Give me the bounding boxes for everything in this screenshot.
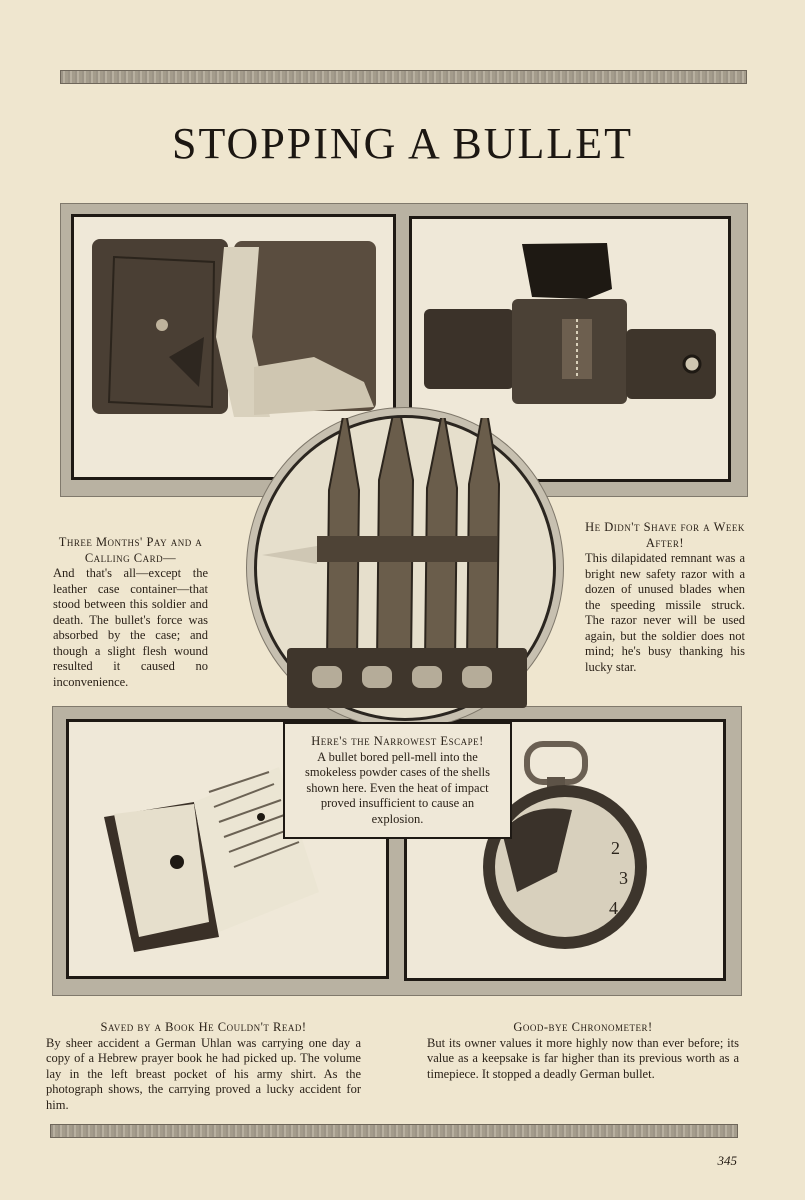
svg-text:2: 2 bbox=[611, 838, 620, 858]
caption-pay bbox=[53, 535, 208, 690]
caption-book-body: By sheer accident a German Uhlan was carrying one day a copy of a Hebrew prayer book he had picked up. The volume lay in the left breast pocket of his army shirt. As the photograph shows, the carrying proved a lucky accident for him. bbox=[46, 1035, 361, 1112]
caption-book-heading: Saved by a Book He Couldn't Read! bbox=[100, 1020, 307, 1034]
rifle-shells-photo bbox=[257, 418, 553, 718]
top-rule bbox=[60, 70, 747, 84]
caption-shave bbox=[585, 520, 745, 675]
caption-shave-body: This dilapidated remnant was a bright new safety razor with a dozen of unused blades when the speeding missile struck. The razor never will be used again, but the soldier does not mind; he's busy thanking his lucky star. bbox=[585, 551, 745, 674]
caption-book bbox=[46, 1020, 361, 1113]
shells-circle bbox=[254, 415, 556, 721]
caption-watch-body: But its owner values it more highly now than ever before; its value as a keepsake is far higher than its previous worth as a timepiece. It stopped a deadly German bullet. bbox=[427, 1035, 739, 1081]
caption-pay-body: And that's all—except the leather case container—that stood between this soldier and death. The bullet's force was absorbed by the case; and though a slight flesh wound resulted it caused no inconvenience. bbox=[53, 566, 208, 689]
svg-text:3: 3 bbox=[619, 868, 628, 888]
page-number: 345 bbox=[717, 1153, 737, 1168]
svg-text:4: 4 bbox=[609, 898, 618, 918]
caption-escape-body: A bullet bored pell-mell into the smokeless powder cases of the shells shown here. Even the heat of impact proved insufficient to cause an explosion. bbox=[304, 749, 491, 826]
bottom-rule bbox=[50, 1124, 738, 1138]
caption-watch bbox=[427, 1020, 739, 1082]
caption-escape bbox=[283, 722, 512, 839]
caption-pay-heading: Three Months' Pay and a Calling Card— bbox=[58, 535, 203, 565]
caption-escape-heading: Here's the Narrowest Escape! bbox=[311, 734, 484, 748]
caption-watch-heading: Good-bye Chronometer! bbox=[513, 1020, 653, 1034]
caption-shave-heading: He Didn't Shave for a Week After! bbox=[585, 520, 745, 550]
page-title: STOPPING A BULLET bbox=[171, 119, 634, 168]
